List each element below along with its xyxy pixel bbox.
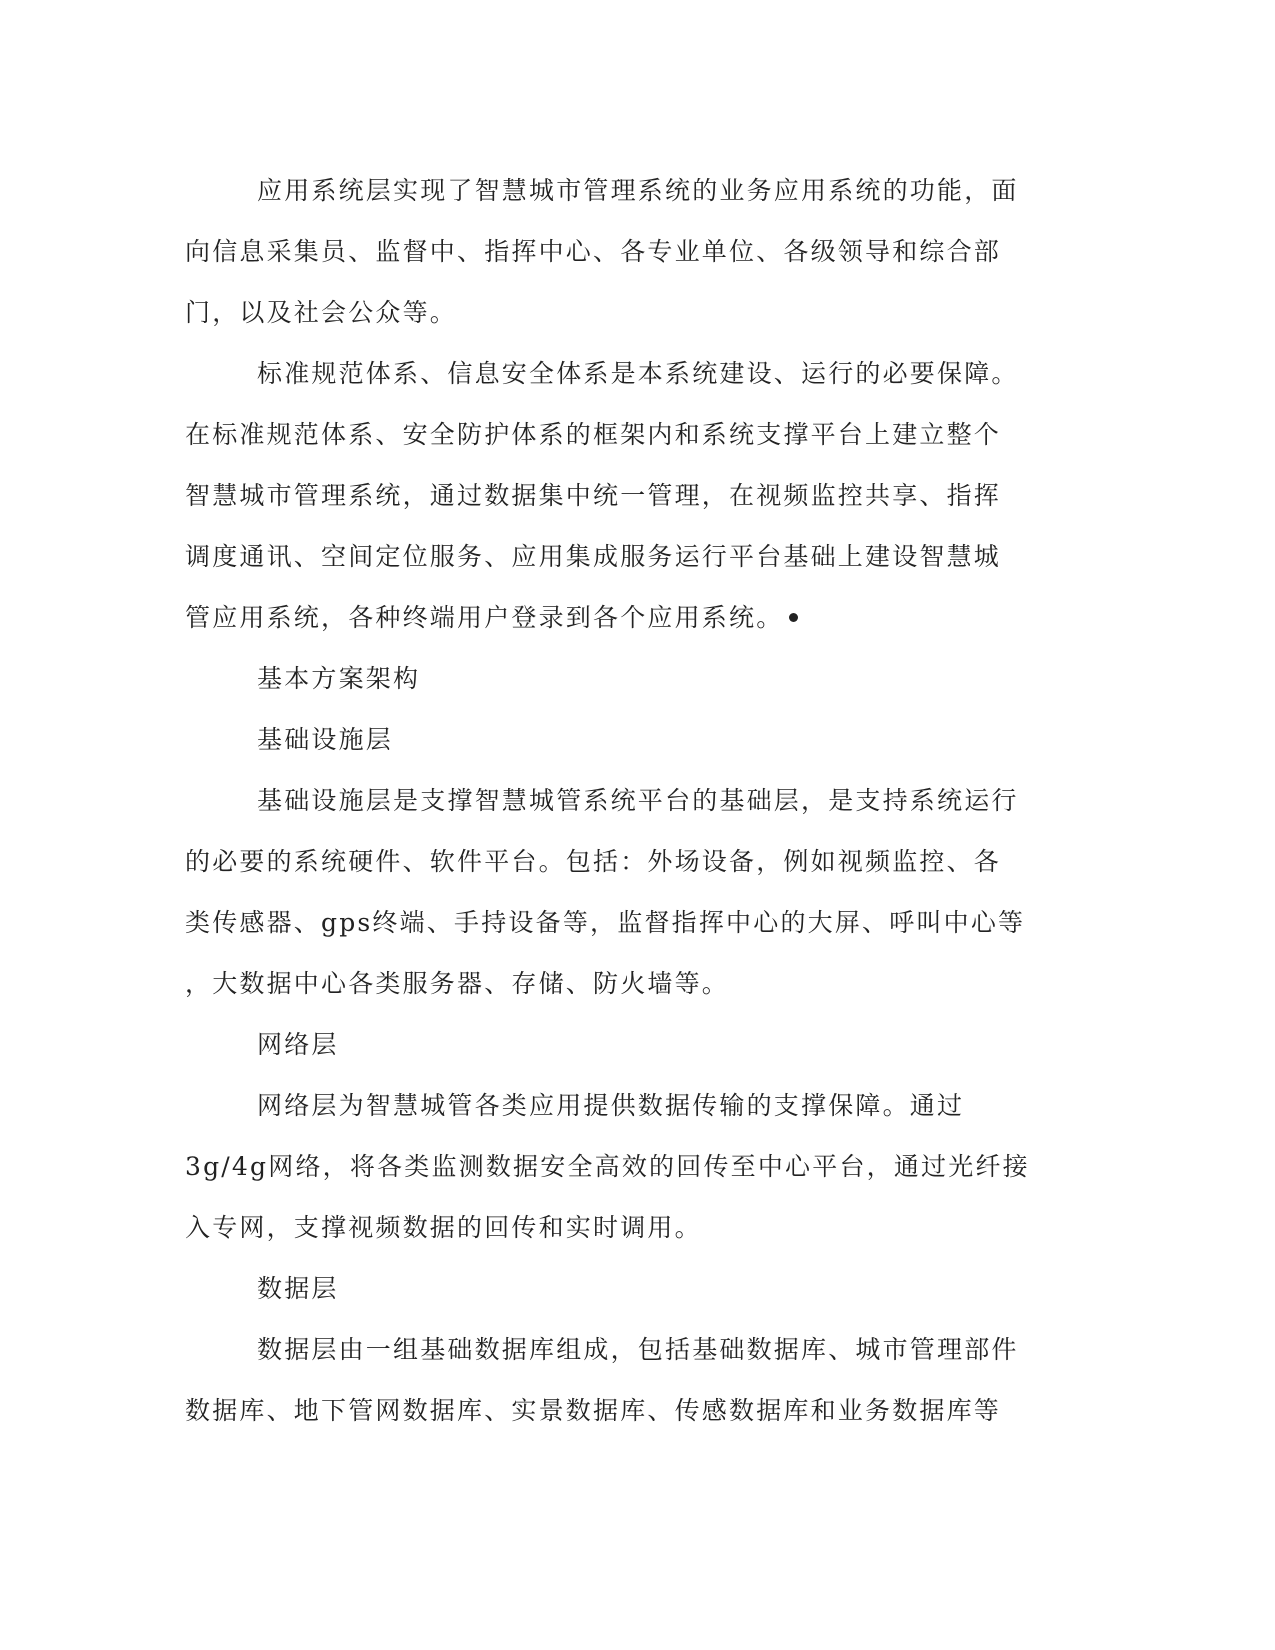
text-line: 标准规范体系、信息安全体系是本系统建设、运行的必要保障。: [257, 359, 1019, 388]
text-line: 数据层由一组基础数据库组成，包括基础数据库、城市管理部件: [257, 1335, 1019, 1364]
text-line: 门，以及社会公众等。: [185, 298, 458, 327]
document-body: [185, 160, 1065, 1441]
section-heading: 基础设施层: [257, 725, 394, 754]
text-line: 在标准规范体系、安全防护体系的框架内和系统支撑平台上建立整个: [185, 420, 1002, 449]
text-line: 入专网，支撑视频数据的回传和实时调用。: [185, 1213, 702, 1242]
text-line: 基础设施层是支撑智慧城管系统平台的基础层，是支持系统运行: [257, 786, 1019, 815]
text-line-with-bullet: [185, 587, 1065, 648]
paragraph-application-layer: [185, 160, 1065, 343]
paragraph-standards: [185, 343, 1065, 648]
paragraph-data-layer: [185, 1319, 1065, 1441]
section-heading: 基本方案架构: [257, 664, 421, 693]
text-line: 网络层为智慧城管各类应用提供数据传输的支撑保障。通过: [257, 1091, 965, 1120]
text-line: 调度通讯、空间定位服务、应用集成服务运行平台基础上建设智慧城: [185, 542, 1002, 571]
text-line: 向信息采集员、监督中、指挥中心、各专业单位、各级领导和综合部: [185, 237, 1002, 266]
text-line: ，大数据中心各类服务器、存储、防火墙等。: [185, 969, 730, 998]
section-heading: 数据层: [257, 1274, 339, 1303]
text-line: 智慧城市管理系统，通过数据集中统一管理，在视频监控共享、指挥: [185, 481, 1002, 510]
text-line: 应用系统层实现了智慧城市管理系统的业务应用系统的功能，面: [257, 176, 1019, 205]
text-line-content: 管应用系统，各种终端用户登录到各个应用系统。: [185, 603, 784, 632]
paragraph-network: [185, 1075, 1065, 1258]
section-heading: 网络层: [257, 1030, 339, 1059]
text-line: 的必要的系统硬件、软件平台。包括：外场设备，例如视频监控、各: [185, 847, 1002, 876]
text-line: 类传感器、gps终端、手持设备等，监督指挥中心的大屏、呼叫中心等: [185, 908, 1026, 937]
text-line: 3g/4g网络，将各类监测数据安全高效的回传至中心平台，通过光纤接: [185, 1152, 1030, 1181]
text-line: 数据库、地下管网数据库、实景数据库、传感数据库和业务数据库等: [185, 1396, 1002, 1425]
paragraph-infrastructure: [185, 770, 1065, 1014]
bullet-dot-icon: [789, 613, 798, 622]
